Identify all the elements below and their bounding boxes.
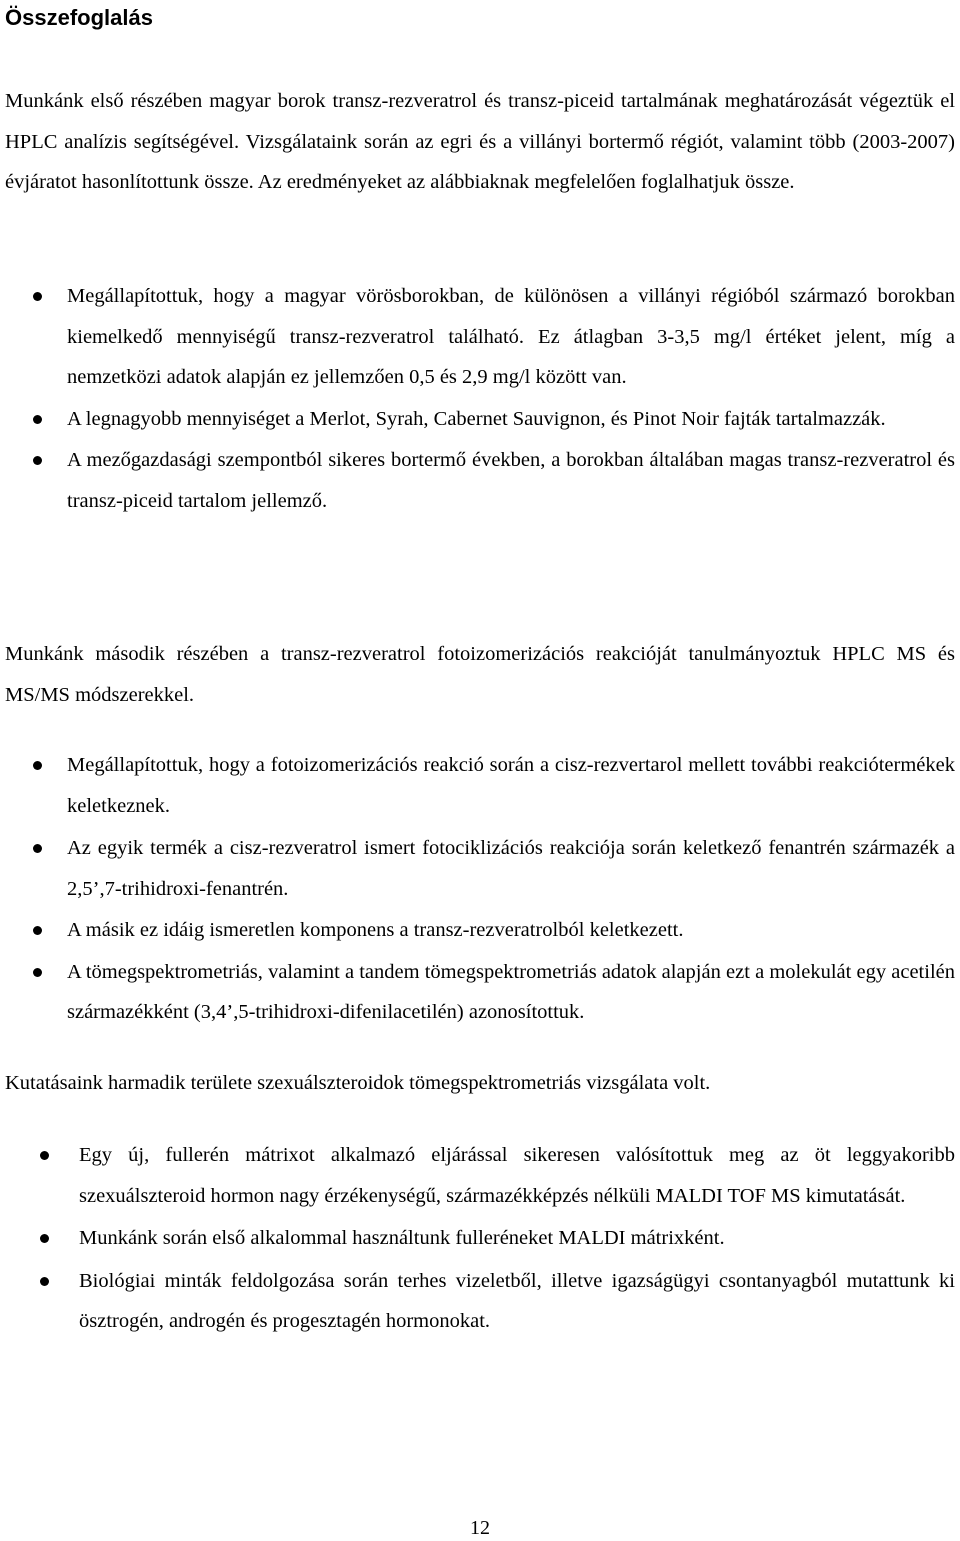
bullet-icon [40,1277,49,1286]
list-item [67,910,955,951]
list-item [67,952,955,1033]
list-item-text: A másik ez idáig ismeretlen komponens a transz-rezveratrolból keletkezett. [67,919,684,941]
bullet-icon [40,1151,49,1160]
list-item-text: Egy új, fullerén mátrixot alkalmazó eljárással sikeresen valósítottuk meg az öt leggyakoribb szexuálszteroid hormon nagy érzékenységű, származékképzés nélküli MALDI TOF MS kimutatását. [79,1144,955,1207]
bullet-icon [33,415,42,424]
list-item-text: A mezőgazdasági szempontból sikeres bortermő években, a borokban általában magas transz-rezveratrol és transz-piceid tartalom jellemző. [67,449,955,512]
list-item-text: Az egyik termék a cisz-rezveratrol ismert fotociklizációs reakciója során keletkező fenantrén származék a 2,5’,7-trihidroxi-fenantrén. [67,837,955,900]
list-item [67,399,955,440]
list-item [79,1261,955,1342]
list-item-text: Megállapítottuk, hogy a fotoizomerizációs reakció során a cisz-rezvertarol mellett további reakciótermékek keletkeznek. [67,754,955,817]
bullet-icon [40,1234,49,1243]
list-item [67,276,955,398]
findings-list-steroids [79,1135,955,1342]
list-item-text: A tömegspektrometriás, valamint a tandem tömegspektrometriás adatok alapján ezt a molekulát egy acetilén származékként (3,4’,5-trihidroxi-difenilacetilén) azonosítottuk. [67,960,955,1023]
bullet-icon [33,456,42,465]
part2-paragraph: Munkánk második részében a transz-rezveratrol fotoizomerizációs reakcióját tanulmányoztuk HPLC MS és MS/MS módszerekkel. [5,643,955,706]
list-item-text: Biológiai minták feldolgozása során terhes vizeletből, illetve igazságügyi csontanyagból mutattunk ki ösztrogén, androgén és progesztagén hormonokat. [79,1269,955,1332]
part3-paragraph: Kutatásaink harmadik területe szexuálszteroidok tömegspektrometriás vizsgálata volt. [5,1072,711,1094]
list-item-text: Munkánk során első alkalommal használtunk fulleréneket MALDI mátrixként. [79,1227,725,1249]
list-item [67,745,955,826]
bullet-icon [33,761,42,770]
list-item [67,828,955,909]
bullet-icon [33,844,42,853]
list-item [79,1218,955,1259]
findings-list-hplc [67,276,955,521]
list-item [79,1135,955,1216]
list-item-text: Megállapítottuk, hogy a magyar vörösborokban, de különösen a villányi régióból származó borokban kiemelkedő mennyiségű transz-rezveratrol található. Ez átlagban 3-3,5 mg/l értéket jelent, míg a nemzetközi adatok alapján ez jellemzően 0,5 és 2,9 mg/l között van. [67,285,955,388]
intro-paragraph: Munkánk első részében magyar borok transz-rezveratrol és transz-piceid tartalmának meghatározását végeztük el HPLC analízis segítségével. Vizsgálataink során az egri és a villányi bortermő régiót, valamint több (2003-2007) évjáratot hasonlítottunk össze. Az eredményeket az alábbiaknak megfelelően foglalhatjuk össze. [5,90,955,193]
page-number: 12 [470,1517,490,1539]
bullet-icon [33,926,42,935]
section-title: Összefoglalás [5,5,153,30]
list-item [67,440,955,521]
bullet-icon [33,292,42,301]
bullet-icon [33,968,42,977]
findings-list-photoisomerization [67,745,955,1033]
list-item-text: A legnagyobb mennyiséget a Merlot, Syrah, Cabernet Sauvignon, és Pinot Noir fajták tartalmazzák. [67,407,886,430]
